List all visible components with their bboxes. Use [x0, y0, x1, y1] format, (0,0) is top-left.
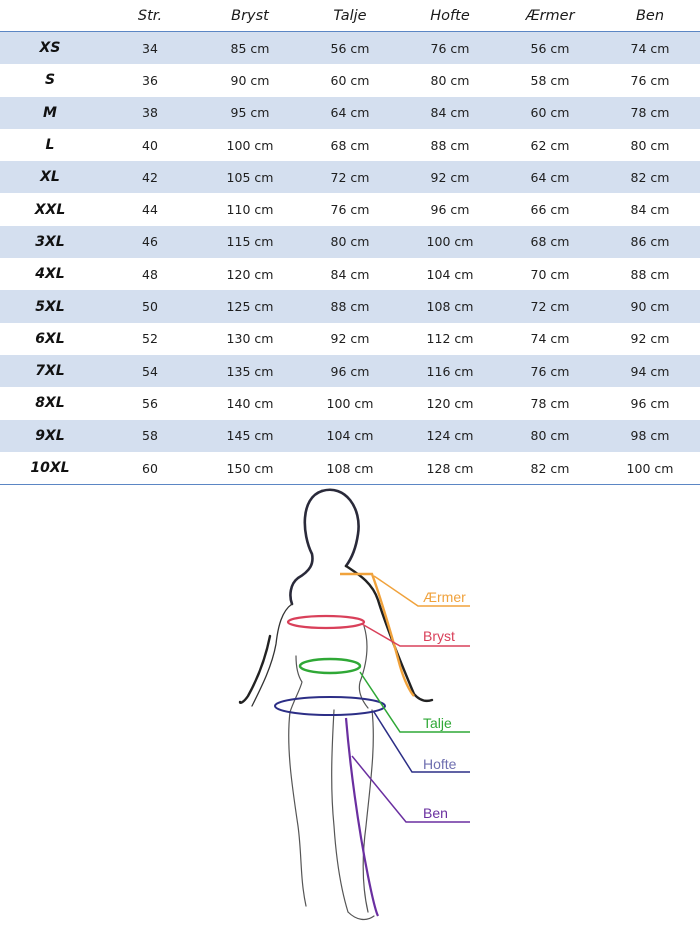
measure-cell: 140 cm — [200, 387, 300, 419]
size-label-cell: 4XL — [0, 258, 100, 290]
measure-cell: 100 cm — [200, 129, 300, 161]
measure-cell: 78 cm — [500, 387, 600, 419]
table-body — [0, 32, 700, 485]
measure-cell: 82 cm — [600, 161, 700, 193]
header-cell: Str. — [100, 0, 200, 32]
waist-label: Talje — [423, 715, 452, 731]
left-leg-outline — [289, 712, 306, 906]
measure-cell: 96 cm — [300, 355, 400, 387]
measure-cell: 96 cm — [400, 193, 500, 225]
measure-cell: 110 cm — [200, 193, 300, 225]
header-cell: Hofte — [400, 0, 500, 32]
measure-cell: 48 — [100, 258, 200, 290]
sleeves-label: Ærmer — [423, 589, 466, 605]
table-row — [0, 64, 700, 96]
measure-cell: 84 cm — [300, 258, 400, 290]
header-row — [0, 0, 700, 32]
measure-cell: 90 cm — [600, 290, 700, 322]
size-label-cell: 9XL — [0, 420, 100, 452]
measure-cell: 145 cm — [200, 420, 300, 452]
measure-cell: 60 cm — [300, 64, 400, 96]
hair-outline-right — [322, 490, 359, 566]
table-row — [0, 323, 700, 355]
measure-cell: 76 cm — [600, 64, 700, 96]
size-label-cell: 10XL — [0, 452, 100, 485]
feet — [348, 912, 374, 919]
measure-cell: 130 cm — [200, 323, 300, 355]
measure-cell: 80 cm — [600, 129, 700, 161]
measure-cell: 112 cm — [400, 323, 500, 355]
measure-cell: 104 cm — [300, 420, 400, 452]
waist-measure-ring — [300, 659, 360, 673]
measure-cell: 124 cm — [400, 420, 500, 452]
table-row — [0, 387, 700, 419]
measure-cell: 46 — [100, 226, 200, 258]
measure-cell: 84 cm — [600, 193, 700, 225]
inner-leg-left — [332, 710, 348, 912]
measure-cell: 44 — [100, 193, 200, 225]
size-label-cell: 5XL — [0, 290, 100, 322]
measurement-figure — [0, 486, 700, 933]
measure-cell: 100 cm — [400, 226, 500, 258]
left-arm-lower — [240, 636, 270, 703]
measure-cell: 80 cm — [300, 226, 400, 258]
measure-cell: 108 cm — [400, 290, 500, 322]
measure-cell: 68 cm — [500, 226, 600, 258]
measure-cell: 105 cm — [200, 161, 300, 193]
measure-cell: 125 cm — [200, 290, 300, 322]
measure-cell: 50 — [100, 290, 200, 322]
size-label-cell: XL — [0, 161, 100, 193]
measure-cell: 96 cm — [600, 387, 700, 419]
measure-cell: 60 cm — [500, 97, 600, 129]
measure-cell: 84 cm — [400, 97, 500, 129]
measure-cell: 116 cm — [400, 355, 500, 387]
size-label-cell: 7XL — [0, 355, 100, 387]
measure-cell: 90 cm — [200, 64, 300, 96]
measure-cell: 52 — [100, 323, 200, 355]
bust-measure-ring — [288, 616, 364, 628]
hair-outline — [290, 491, 322, 604]
measure-cell: 135 cm — [200, 355, 300, 387]
measure-cell: 92 cm — [300, 323, 400, 355]
table-row — [0, 290, 700, 322]
body-diagram — [0, 486, 700, 933]
measure-cell: 115 cm — [200, 226, 300, 258]
measure-cell: 40 — [100, 129, 200, 161]
measure-cell: 94 cm — [600, 355, 700, 387]
measure-cell: 76 cm — [500, 355, 600, 387]
measure-cell: 80 cm — [500, 420, 600, 452]
measure-cell: 120 cm — [200, 258, 300, 290]
measure-cell: 95 cm — [200, 97, 300, 129]
hip-label: Hofte — [423, 756, 457, 772]
table-row — [0, 226, 700, 258]
measure-cell: 56 cm — [300, 32, 400, 65]
measure-cell: 68 cm — [300, 129, 400, 161]
size-label-cell: S — [0, 64, 100, 96]
measure-cell: 150 cm — [200, 452, 300, 485]
measure-cell: 38 — [100, 97, 200, 129]
measure-cell: 64 cm — [300, 97, 400, 129]
measure-cell: 78 cm — [600, 97, 700, 129]
size-label-cell: 6XL — [0, 323, 100, 355]
sleeve-measure-line — [340, 574, 414, 696]
measure-cell: 92 cm — [600, 323, 700, 355]
size-label-cell: XS — [0, 32, 100, 65]
measure-cell: 56 — [100, 387, 200, 419]
hip-measure-ring — [275, 697, 385, 715]
header-cell: Talje — [300, 0, 400, 32]
measure-cell: 104 cm — [400, 258, 500, 290]
header-cell-blank — [0, 0, 100, 32]
table-row — [0, 97, 700, 129]
measure-cell: 80 cm — [400, 64, 500, 96]
measure-cell: 54 — [100, 355, 200, 387]
table-row — [0, 32, 700, 65]
measure-cell: 120 cm — [400, 387, 500, 419]
bust-label: Bryst — [423, 628, 455, 644]
table-row — [0, 258, 700, 290]
measure-cell: 42 — [100, 161, 200, 193]
measure-cell: 70 cm — [500, 258, 600, 290]
table-row — [0, 420, 700, 452]
measure-cell: 74 cm — [500, 323, 600, 355]
measure-cell: 82 cm — [500, 452, 600, 485]
measure-cell: 58 — [100, 420, 200, 452]
measure-cell: 76 cm — [300, 193, 400, 225]
measure-cell: 128 cm — [400, 452, 500, 485]
table-row — [0, 355, 700, 387]
size-label-cell: XXL — [0, 193, 100, 225]
header-cell: Bryst — [200, 0, 300, 32]
measure-cell: 92 cm — [400, 161, 500, 193]
measure-cell: 74 cm — [600, 32, 700, 65]
header-cell: Ben — [600, 0, 700, 32]
left-arm-outline — [252, 604, 292, 706]
measure-cell: 34 — [100, 32, 200, 65]
measure-cell: 100 cm — [300, 387, 400, 419]
body-outline — [240, 490, 432, 920]
measure-cell: 86 cm — [600, 226, 700, 258]
measure-cell: 85 cm — [200, 32, 300, 65]
measure-cell: 108 cm — [300, 452, 400, 485]
measure-cell: 88 cm — [400, 129, 500, 161]
measure-cell: 36 — [100, 64, 200, 96]
table-row — [0, 129, 700, 161]
size-label-cell: L — [0, 129, 100, 161]
header-cell: Ærmer — [500, 0, 600, 32]
measure-cell: 88 cm — [600, 258, 700, 290]
size-label-cell: 3XL — [0, 226, 100, 258]
size-label-cell: M — [0, 97, 100, 129]
measure-cell: 76 cm — [400, 32, 500, 65]
leg-label: Ben — [423, 805, 448, 821]
measure-cell: 100 cm — [600, 452, 700, 485]
measure-cell: 98 cm — [600, 420, 700, 452]
measure-cell: 72 cm — [500, 290, 600, 322]
size-label-cell: 8XL — [0, 387, 100, 419]
measure-cell: 72 cm — [300, 161, 400, 193]
measure-cell: 62 cm — [500, 129, 600, 161]
measure-cell: 60 — [100, 452, 200, 485]
table-row — [0, 452, 700, 485]
table-row — [0, 193, 700, 225]
table-row — [0, 161, 700, 193]
measure-cell: 56 cm — [500, 32, 600, 65]
measure-cell: 58 cm — [500, 64, 600, 96]
measure-cell: 66 cm — [500, 193, 600, 225]
measure-cell: 88 cm — [300, 290, 400, 322]
measure-cell: 64 cm — [500, 161, 600, 193]
